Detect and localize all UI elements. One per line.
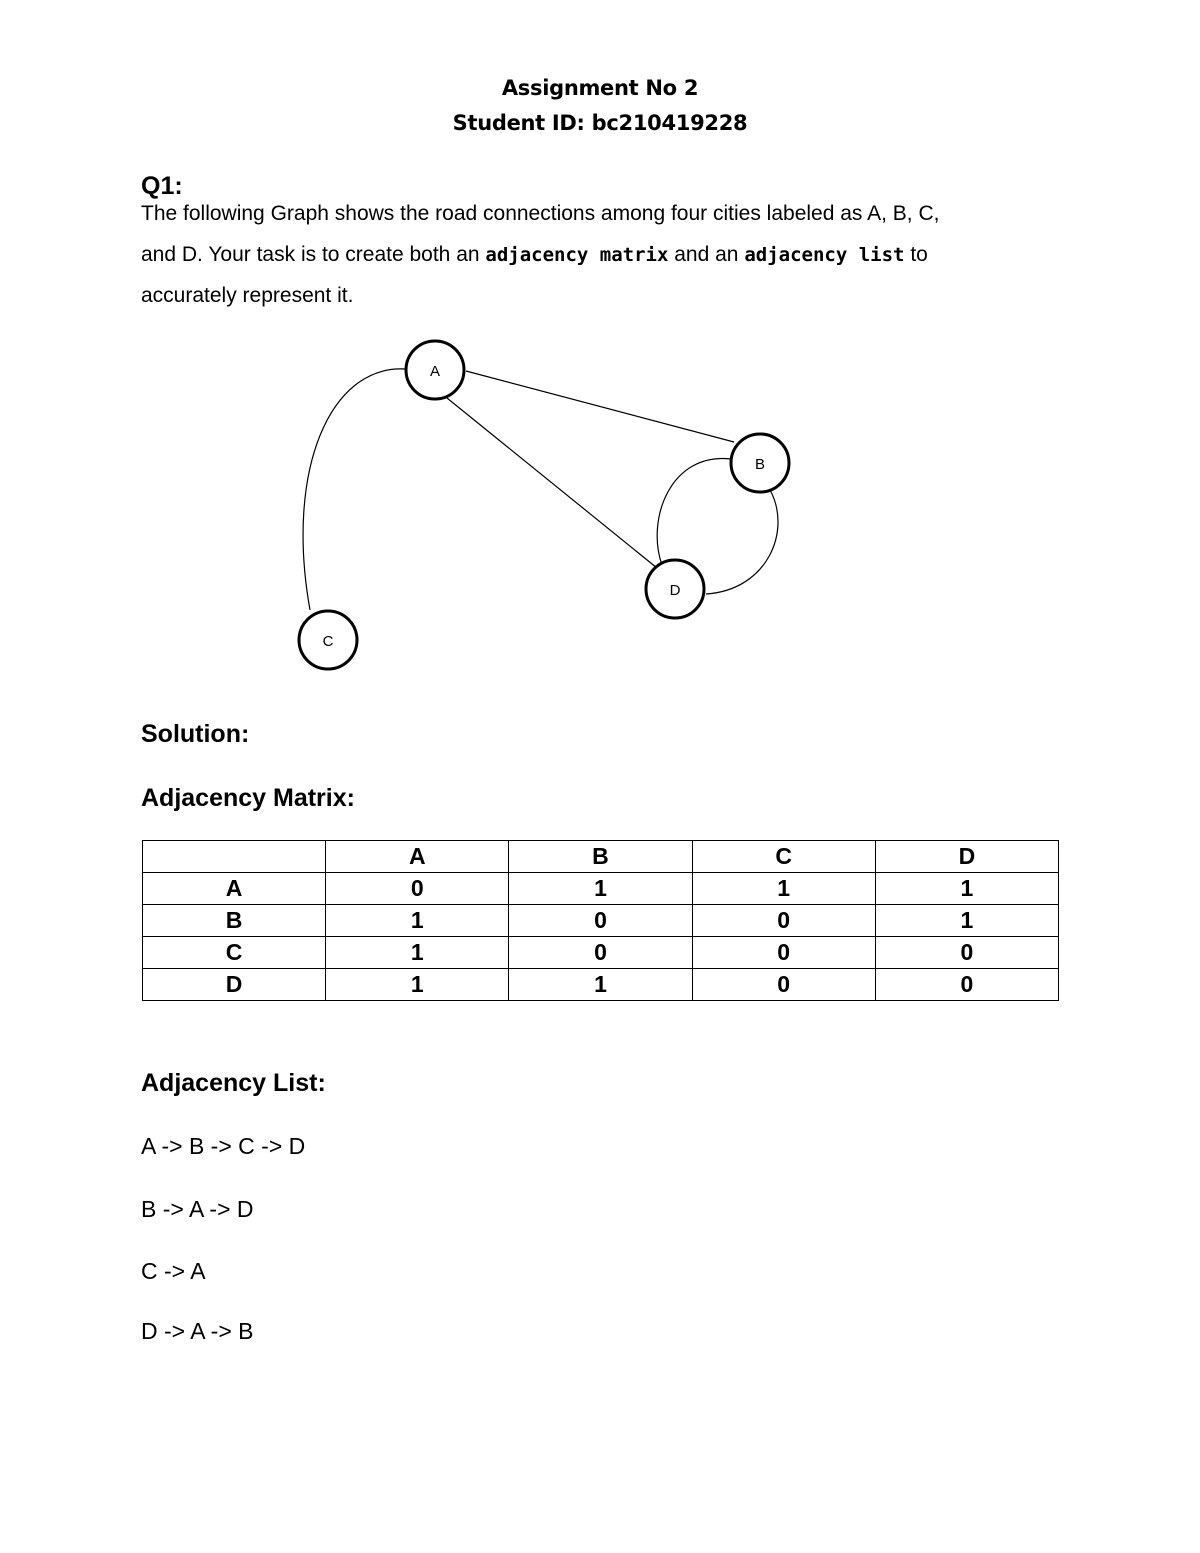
table-cell: 0 <box>326 873 509 905</box>
table-header-row <box>143 841 1059 873</box>
table-cell: 1 <box>326 969 509 1001</box>
table-cell: 0 <box>692 905 875 937</box>
node-b-label: B <box>754 456 766 473</box>
question-label: Q1: <box>141 172 183 200</box>
table-row <box>143 873 1059 905</box>
list-label: Adjacency List: <box>141 1069 326 1097</box>
matrix-label: Adjacency Matrix: <box>141 784 355 812</box>
student-id: Student ID: bc210419228 <box>452 111 748 135</box>
list-item: B -> A -> D <box>141 1196 254 1222</box>
solution-label: Solution: <box>141 720 250 748</box>
question-line-3: accurately represent it. <box>141 284 354 307</box>
table-cell: 0 <box>875 937 1058 969</box>
table-cell: 1 <box>692 873 875 905</box>
question-text-segment: and an <box>668 243 745 266</box>
table-cell: 1 <box>875 905 1058 937</box>
edge-a-d <box>447 398 657 568</box>
row-label: D <box>143 969 326 1001</box>
row-label: C <box>143 937 326 969</box>
list-item: A -> B -> C -> D <box>141 1133 306 1159</box>
adjacency-matrix-term: adjacency matrix <box>485 244 669 266</box>
table-cell: 0 <box>509 905 692 937</box>
table-row <box>143 905 1059 937</box>
question-text-segment: to <box>904 243 928 266</box>
question-line-1: The following Graph shows the road connections among four cities labeled as A, B, C, <box>141 202 940 225</box>
edge-a-b <box>466 371 734 442</box>
adjacency-list-term: adjacency list <box>744 244 905 266</box>
table-header-cell: C <box>692 841 875 873</box>
table-cell: 0 <box>875 969 1058 1001</box>
edge-a-c <box>303 369 405 610</box>
table-header-cell: D <box>875 841 1058 873</box>
table-cell: 1 <box>875 873 1058 905</box>
row-label: A <box>143 873 326 905</box>
table-cell: 1 <box>326 905 509 937</box>
row-label: B <box>143 905 326 937</box>
document-title: Assignment No 2 <box>501 76 699 100</box>
table-cell: 1 <box>509 873 692 905</box>
question-text-segment: and D. Your task is to create both an <box>141 243 486 266</box>
table-cell: 1 <box>509 969 692 1001</box>
list-item: C -> A <box>141 1258 206 1284</box>
table-cell: 0 <box>509 937 692 969</box>
node-d-label: D <box>669 582 681 599</box>
list-item: D -> A -> B <box>141 1318 254 1344</box>
table-row <box>143 937 1059 969</box>
table-cell <box>143 841 326 873</box>
table-cell: 1 <box>326 937 509 969</box>
node-c-label: C <box>322 633 334 650</box>
table-cell: 0 <box>692 937 875 969</box>
edge-b-d-loop <box>657 458 731 565</box>
table-row <box>143 969 1059 1001</box>
table-header-cell: A <box>326 841 509 873</box>
graph-diagram <box>0 0 1200 700</box>
table-header-cell: B <box>509 841 692 873</box>
edge-d-b-loop <box>706 490 778 594</box>
adjacency-matrix-table <box>142 840 1059 1001</box>
node-a-label: A <box>429 363 441 380</box>
table-cell: 0 <box>692 969 875 1001</box>
